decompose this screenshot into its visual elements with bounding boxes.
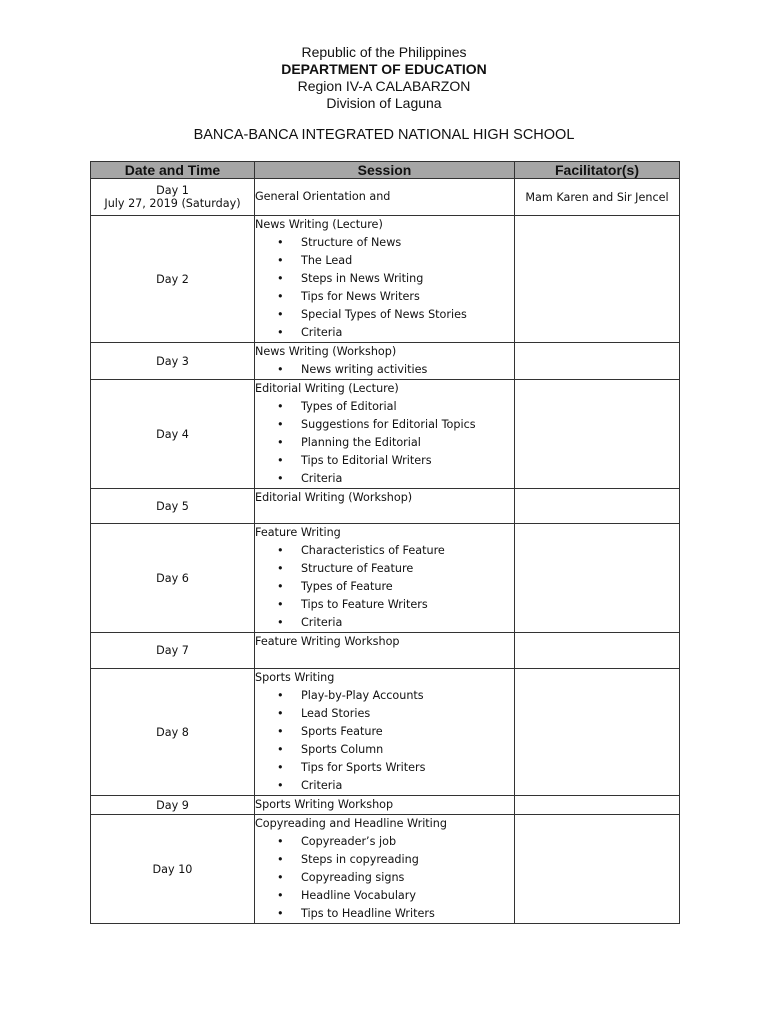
- cell-facilitator: [515, 343, 680, 380]
- list-item: • Steps in copyreading: [255, 851, 514, 869]
- cell-session: [255, 380, 515, 489]
- header-region: Region IV-A CALABARZON: [297, 78, 471, 94]
- cell-facilitator: [515, 815, 680, 924]
- schedule-body: [91, 179, 680, 924]
- cell-date: [91, 524, 255, 633]
- list-item: • Special Types of News Stories: [255, 306, 514, 324]
- table-row: [91, 815, 680, 924]
- table-row: [91, 489, 680, 524]
- list-item: • Planning the Editorial: [255, 434, 514, 452]
- day-label: Day 2: [156, 272, 189, 286]
- list-item: • Types of Feature: [255, 578, 514, 596]
- table-row: [91, 796, 680, 815]
- header-republic: Republic of the Philippines: [301, 44, 467, 60]
- cell-session: [255, 815, 515, 924]
- list-item: • Play-by-Play Accounts: [255, 687, 514, 705]
- day-label: Day 5: [156, 499, 189, 513]
- day-label: Day 9: [156, 798, 189, 812]
- cell-session: [255, 216, 515, 343]
- session-title: Editorial Writing (Lecture): [255, 382, 399, 395]
- list-item: • Criteria: [255, 470, 514, 488]
- cell-session: [255, 343, 515, 380]
- date-label: July 27, 2019 (Saturday): [104, 197, 241, 210]
- list-item: • Suggestions for Editorial Topics: [255, 416, 514, 434]
- day-label: Day 6: [156, 571, 189, 585]
- column-header-facilitator: Facilitator(s): [515, 162, 680, 179]
- list-item: • Copyreading signs: [255, 869, 514, 887]
- day-label: Day 3: [156, 354, 189, 368]
- session-topics: [255, 398, 514, 488]
- cell-session: [255, 669, 515, 796]
- day-label: Day 8: [156, 725, 189, 739]
- day-label: Day 7: [156, 644, 189, 657]
- cell-date: [91, 796, 255, 815]
- table-row: [91, 343, 680, 380]
- cell-date: [91, 489, 255, 524]
- session-topics: [255, 833, 514, 923]
- header-division: Division of Laguna: [326, 95, 442, 111]
- column-header-date: Date and Time: [91, 162, 255, 179]
- cell-facilitator: [515, 380, 680, 489]
- cell-date: [91, 380, 255, 489]
- session-topics: [255, 234, 514, 342]
- letterhead: [0, 44, 768, 112]
- list-item: • Criteria: [255, 614, 514, 632]
- list-item: • Criteria: [255, 777, 514, 795]
- schedule-table: [90, 161, 680, 924]
- list-item: • Types of Editorial: [255, 398, 514, 416]
- cell-facilitator: [515, 633, 680, 669]
- list-item: • Steps in News Writing: [255, 270, 514, 288]
- table-row: [91, 179, 680, 216]
- list-item: • Copyreader’s job: [255, 833, 514, 851]
- list-item: • Sports Feature: [255, 723, 514, 741]
- list-item: • Tips to Editorial Writers: [255, 452, 514, 470]
- cell-facilitator: [515, 669, 680, 796]
- list-item: • Tips to Feature Writers: [255, 596, 514, 614]
- session-title: Sports Writing Workshop: [255, 798, 394, 811]
- list-item: • Tips for News Writers: [255, 288, 514, 306]
- cell-facilitator: [515, 524, 680, 633]
- list-item: • Structure of News: [255, 234, 514, 252]
- cell-date: [91, 633, 255, 669]
- session-topics: [255, 687, 514, 795]
- cell-session: [255, 796, 515, 815]
- cell-facilitator: [515, 216, 680, 343]
- list-item: • Lead Stories: [255, 705, 514, 723]
- cell-session: [255, 633, 515, 669]
- header-department: DEPARTMENT OF EDUCATION: [281, 61, 487, 77]
- day-label: Day 4: [156, 427, 189, 441]
- cell-date: [91, 815, 255, 924]
- table-row: [91, 216, 680, 343]
- cell-facilitator: [515, 489, 680, 524]
- cell-date: [91, 343, 255, 380]
- cell-date: [91, 179, 255, 216]
- cell-facilitator: [515, 796, 680, 815]
- cell-session: [255, 524, 515, 633]
- session-title: General Orientation and: [255, 190, 391, 203]
- table-row: [91, 669, 680, 796]
- table-header-row: [91, 162, 680, 179]
- list-item: • The Lead: [255, 252, 514, 270]
- session-title: Editorial Writing (Workshop): [255, 491, 413, 504]
- session-title: Sports Writing: [255, 671, 335, 684]
- cell-date: [91, 216, 255, 343]
- session-topics: [255, 361, 514, 379]
- session-title: Feature Writing: [255, 526, 341, 539]
- session-title: Feature Writing Workshop: [255, 635, 400, 648]
- list-item: • Criteria: [255, 324, 514, 342]
- table-row: [91, 524, 680, 633]
- list-item: • Tips to Headline Writers: [255, 905, 514, 923]
- school-name: BANCA-BANCA INTEGRATED NATIONAL HIGH SCHOOL: [193, 127, 575, 143]
- list-item: • Headline Vocabulary: [255, 887, 514, 905]
- cell-facilitator: Mam Karen and Sir Jencel: [515, 179, 680, 216]
- list-item: • News writing activities: [255, 361, 514, 379]
- session-title: News Writing (Workshop): [255, 345, 397, 358]
- session-topics: [255, 542, 514, 632]
- list-item: • Structure of Feature: [255, 560, 514, 578]
- day-label: Day 1: [156, 184, 189, 197]
- cell-session: [255, 179, 515, 216]
- list-item: • Characteristics of Feature: [255, 542, 514, 560]
- list-item: • Tips for Sports Writers: [255, 759, 514, 777]
- cell-date: [91, 669, 255, 796]
- session-title: News Writing (Lecture): [255, 218, 383, 231]
- list-item: • Sports Column: [255, 741, 514, 759]
- cell-session: [255, 489, 515, 524]
- day-label: Day 10: [152, 862, 193, 876]
- column-header-session: Session: [255, 162, 515, 179]
- session-title: Copyreading and Headline Writing: [255, 817, 447, 830]
- table-row: [91, 633, 680, 669]
- table-row: [91, 380, 680, 489]
